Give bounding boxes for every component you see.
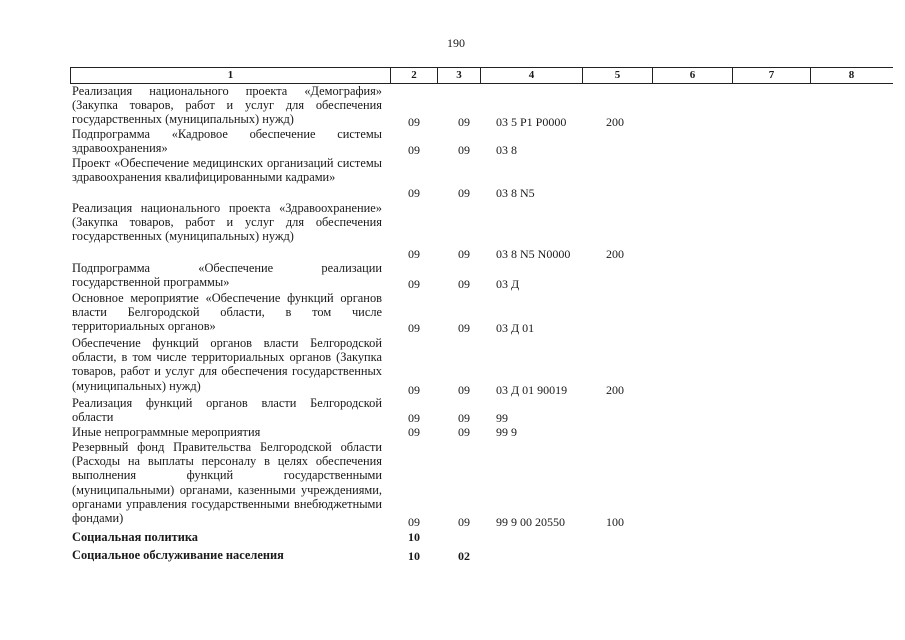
row-subsection: 09 — [458, 143, 470, 157]
row-subsection: 09 — [458, 383, 470, 397]
row-target-code: 99 — [496, 411, 508, 425]
table-header — [70, 67, 893, 84]
row-description: Подпрограмма «Кадровое обеспечение системы здравоохранения» — [72, 127, 382, 156]
row-subsection: 09 — [458, 115, 470, 129]
row-expense-type: 100 — [606, 515, 624, 529]
row-section: 09 — [408, 411, 420, 425]
row-subsection: 09 — [458, 247, 470, 261]
row-section: 09 — [408, 186, 420, 200]
row-subsection: 09 — [458, 411, 470, 425]
row-description: Реализация национального проекта «Демография» (Закупка товаров, работ и услуг для обеспечения государственных (муниципальных) нужд) — [72, 84, 382, 127]
row-description: Обеспечение функций органов власти Белгородской области, в том числе территориальных органов (Закупка товаров, работ и услуг для обеспечения государственных (муниципальных) нужд) — [72, 336, 382, 393]
row-description: Проект «Обеспечение медицинских организаций системы здравоохранения квалифицированными кадрами» — [72, 156, 382, 185]
row-target-code: 03 8 — [496, 143, 517, 157]
header-col-3: 3 — [438, 68, 481, 83]
row-target-code: 99 9 — [496, 425, 517, 439]
row-section: 10 — [408, 549, 420, 563]
header-col-4: 4 — [481, 68, 583, 83]
row-section: 09 — [408, 277, 420, 291]
row-target-code: 03 Д 01 90019 — [496, 383, 568, 397]
row-target-code: 03 5 P1 P0000 — [496, 115, 567, 129]
row-section: 09 — [408, 383, 420, 397]
row-section: 09 — [408, 115, 420, 129]
row-subsection: 09 — [458, 425, 470, 439]
row-description: Социальная политика — [72, 530, 198, 544]
header-col-1: 1 — [71, 68, 391, 83]
row-section: 09 — [408, 321, 420, 335]
row-description: Социальное обслуживание населения — [72, 548, 284, 562]
row-target-code: 99 9 00 20550 — [496, 515, 565, 529]
row-description: Резервный фонд Правительства Белгородской области (Расходы на выплаты персоналу в целях обеспечения выполнения функций государственными (муниципальными) органами, казенными учреждениями, органами управления государственными внебюджетными фондами) — [72, 440, 382, 526]
header-col-6: 6 — [653, 68, 733, 83]
row-description: Основное мероприятие «Обеспечение функций органов власти Белгородской области, в том числе территориальных органов» — [72, 291, 382, 334]
page-number: 190 — [447, 36, 465, 50]
row-section: 10 — [408, 530, 420, 544]
row-description: Реализация национального проекта «Здравоохранение» (Закупка товаров, работ и услуг для обеспечения государственных (муниципальных) нужд) — [72, 201, 382, 244]
row-target-code: 03 8 N5 — [496, 186, 535, 200]
row-target-code: 03 Д 01 — [496, 321, 535, 335]
row-target-code: 03 8 N5 N0000 — [496, 247, 571, 261]
row-section: 09 — [408, 143, 420, 157]
row-subsection: 09 — [458, 277, 470, 291]
row-section: 09 — [408, 425, 420, 439]
row-description: Иные непрограммные мероприятия — [72, 425, 261, 439]
row-subsection: 09 — [458, 515, 470, 529]
row-description: Подпрограмма «Обеспечение реализации государственной программы» — [72, 261, 382, 290]
row-subsection: 09 — [458, 186, 470, 200]
row-section: 09 — [408, 247, 420, 261]
row-target-code: 03 Д — [496, 277, 520, 291]
row-expense-type: 200 — [606, 383, 624, 397]
header-col-7: 7 — [733, 68, 811, 83]
header-col-5: 5 — [583, 68, 653, 83]
header-col-8: 8 — [848, 69, 855, 81]
row-expense-type: 200 — [606, 115, 624, 129]
row-subsection: 09 — [458, 321, 470, 335]
header-col-2: 2 — [391, 68, 438, 83]
row-section: 09 — [408, 515, 420, 529]
row-subsection: 02 — [458, 549, 470, 563]
row-expense-type: 200 — [606, 247, 624, 261]
row-description: Реализация функций органов власти Белгородской области — [72, 396, 382, 425]
